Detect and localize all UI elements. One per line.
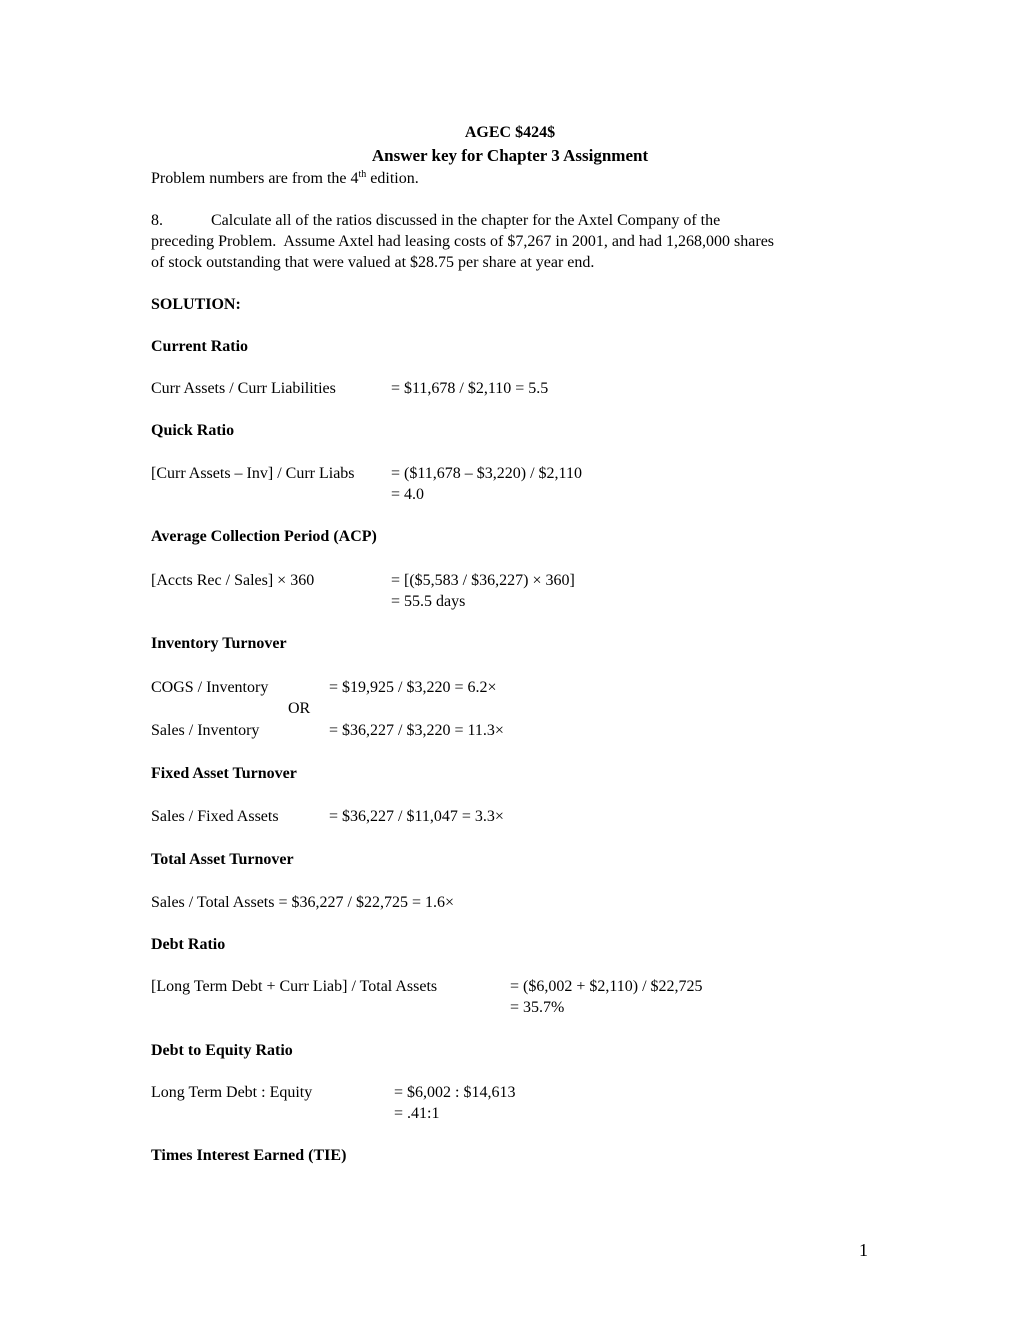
- debt-ratio-calc: = ($6,002 + $2,110) / $22,725: [510, 978, 703, 995]
- inventory-turnover-calc-sales: = $36,227 / $3,220 = 11.3×: [329, 722, 504, 739]
- current-ratio-heading: Current Ratio: [151, 338, 249, 355]
- quick-ratio-result: = 4.0: [391, 486, 425, 503]
- quick-ratio-formula: [Curr Assets – Inv] / Curr Liabs: [151, 465, 355, 482]
- quick-ratio-heading: Quick Ratio: [151, 422, 235, 439]
- edition-note-suffix: edition.: [366, 170, 419, 187]
- debt-ratio-formula: [Long Term Debt + Curr Liab] / Total Assets: [151, 978, 438, 995]
- inventory-turnover-formula-cogs: COGS / Inventory: [151, 679, 269, 696]
- edition-note: [151, 169, 419, 189]
- debt-to-equity-result: = .41:1: [394, 1105, 440, 1122]
- acp-formula: [Accts Rec / Sales] × 360: [151, 572, 315, 589]
- debt-ratio-result: = 35.7%: [510, 999, 565, 1016]
- debt-to-equity-heading: Debt to Equity Ratio: [151, 1042, 293, 1059]
- inventory-turnover-calc-cogs: = $19,925 / $3,220 = 6.2×: [329, 679, 497, 696]
- current-ratio-calc: = $11,678 / $2,110 = 5.5: [391, 380, 549, 397]
- acp-calc: = [($5,583 / $36,227) × 360]: [391, 572, 575, 589]
- inventory-turnover-heading: Inventory Turnover: [151, 635, 287, 652]
- solution-label: SOLUTION:: [151, 296, 241, 313]
- problem-text-line-2: preceding Problem. Assume Axtel had leasing costs of $7,267 in 2001, and had 1,268,000 shares: [151, 233, 775, 250]
- inventory-turnover-or: OR: [288, 700, 311, 717]
- inventory-turnover-formula-sales: Sales / Inventory: [151, 722, 260, 739]
- acp-result: = 55.5 days: [391, 593, 466, 610]
- total-asset-turnover-line: Sales / Total Assets = $36,227 / $22,725 = 1.6×: [151, 894, 454, 911]
- problem-text-line-1: Calculate all of the ratios discussed in the chapter for the Axtel Company of the: [211, 212, 721, 229]
- total-asset-turnover-heading: Total Asset Turnover: [151, 851, 294, 868]
- tie-heading: Times Interest Earned (TIE): [151, 1147, 347, 1164]
- fixed-asset-turnover-heading: Fixed Asset Turnover: [151, 765, 297, 782]
- acp-heading: Average Collection Period (ACP): [151, 528, 377, 545]
- problem-text-line-3: of stock outstanding that were valued at $28.75 per share at year end.: [151, 254, 595, 271]
- debt-to-equity-formula: Long Term Debt : Equity: [151, 1084, 313, 1101]
- page-number: 1: [859, 1240, 868, 1260]
- current-ratio-formula: Curr Assets / Curr Liabilities: [151, 380, 336, 397]
- debt-ratio-heading: Debt Ratio: [151, 936, 226, 953]
- fixed-asset-turnover-formula: Sales / Fixed Assets: [151, 808, 279, 825]
- debt-to-equity-calc: = $6,002 : $14,613: [394, 1084, 516, 1101]
- course-title: AGEC $424$: [464, 124, 556, 141]
- document-title: Answer key for Chapter 3 Assignment: [371, 146, 649, 165]
- fixed-asset-turnover-calc: = $36,227 / $11,047 = 3.3×: [329, 808, 504, 825]
- edition-note-prefix: Problem numbers are from the 4: [151, 170, 359, 187]
- problem-number: 8.: [151, 212, 163, 229]
- edition-note-superscript: th: [358, 169, 367, 180]
- quick-ratio-calc: = ($11,678 – $3,220) / $2,110: [387, 465, 582, 482]
